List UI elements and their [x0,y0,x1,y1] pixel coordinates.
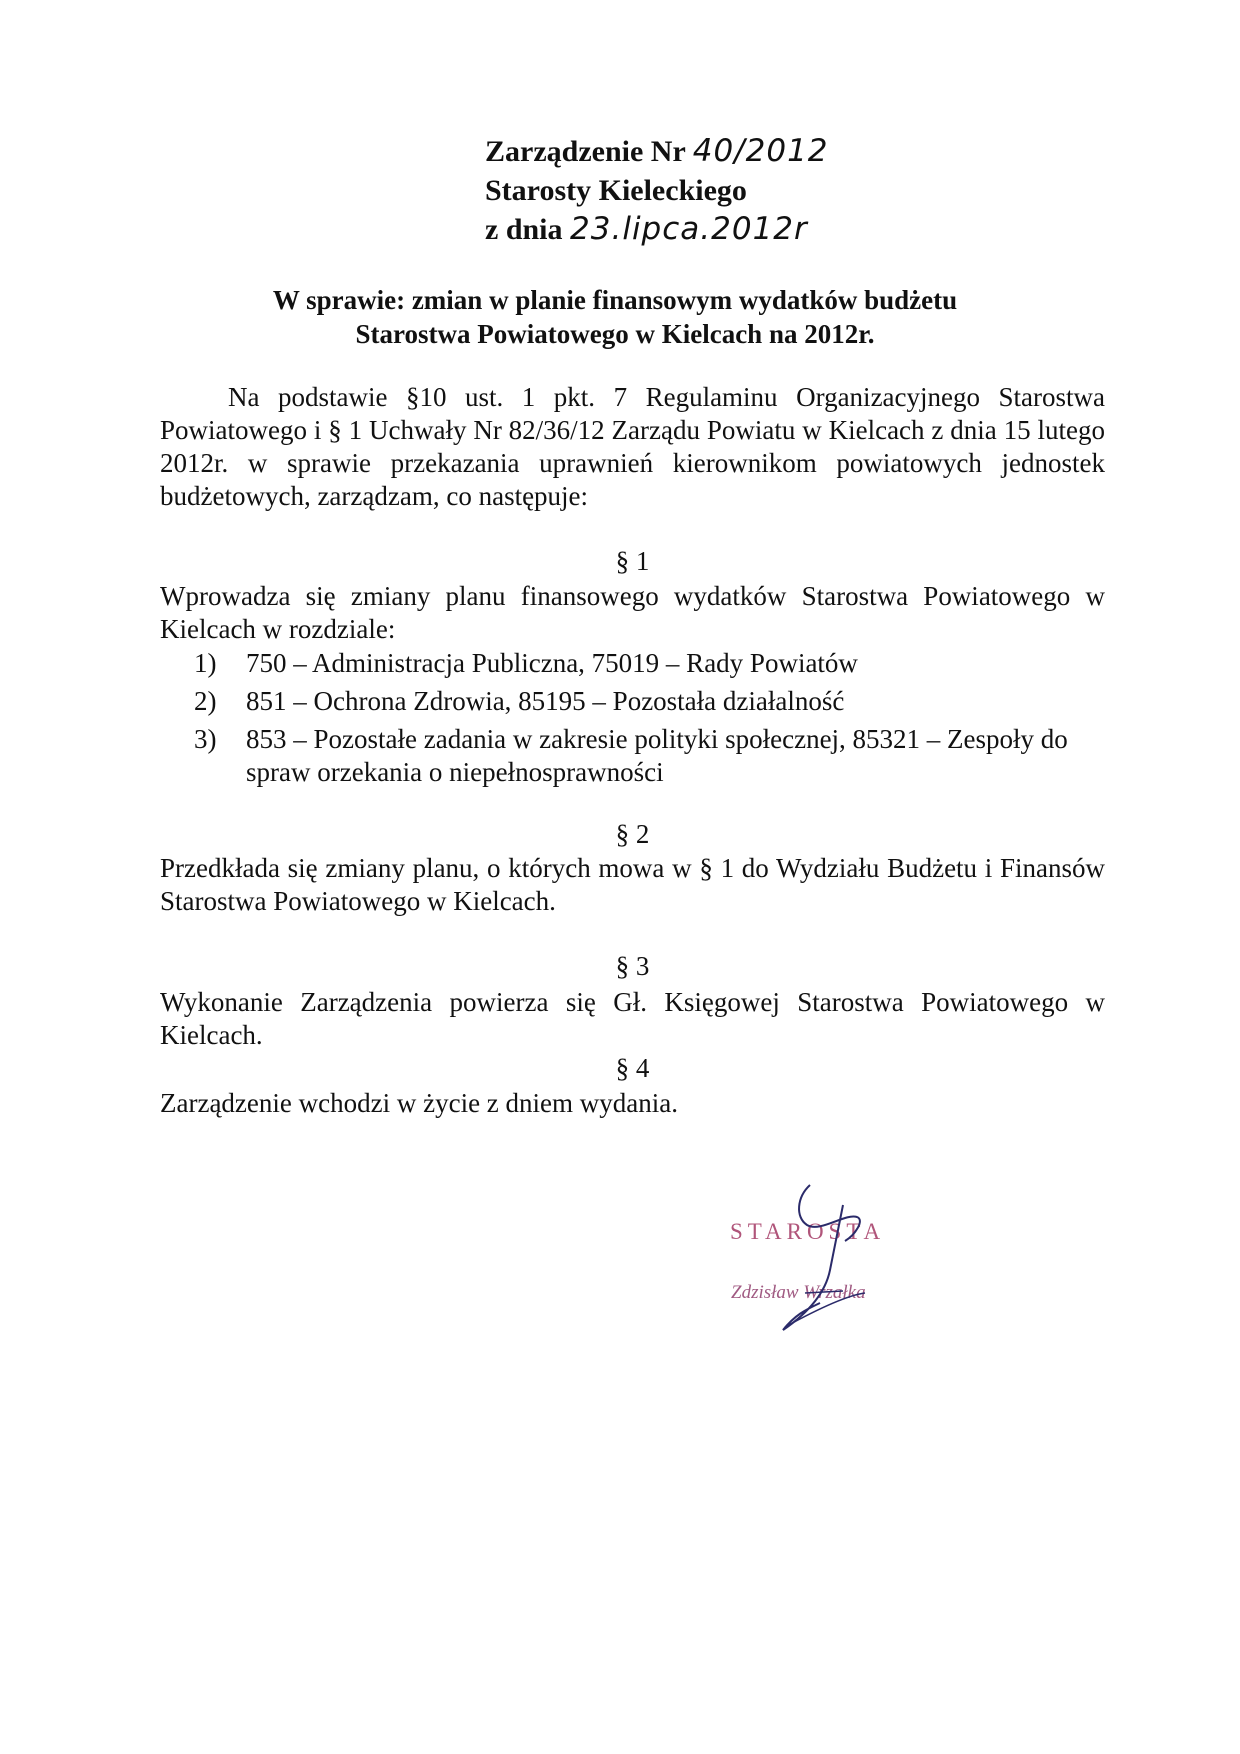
stamp-title: STAROSTA [730,1219,886,1244]
section-3-heading: § 3 [615,951,650,981]
date-prefix: z dnia [485,213,571,246]
subject-heading [160,283,1070,351]
section-1-heading: § 1 [615,546,650,576]
list-item-number: 2) [194,686,217,716]
list-item-text: 853 – Pozostałe zadania w zakresie polityki społecznej, 85321 – Zespoły do spraw orzekania o niepełnosprawności [246,724,1068,787]
handwritten-date: 23.lipca.2012r [570,211,808,247]
list-item [160,647,1105,680]
list-item [160,685,1105,718]
official-stamp [725,1175,905,1335]
section-1-text: Wprowadza się zmiany planu finansowego wydatków Starostwa Powiatowego w Kielcach w rozdziale: [160,581,1105,644]
section-4-heading: § 4 [615,1053,650,1083]
subject-line-1: W sprawie: zmian w planie finansowym wydatków budżetu [272,285,958,315]
section-2-text: Przedkłada się zmiany planu, o których mowa w § 1 do Wydziału Budżetu i Finansów Starostwa Powiatowego w Kielcach. [160,853,1105,916]
issuing-authority: Starosty Kieleckiego [485,174,747,207]
section-2-heading: § 2 [615,819,650,849]
section-3-text: Wykonanie Zarządzenia powierza się Gł. Księgowej Starostwa Powiatowego w Kielcach. [160,987,1105,1050]
subject-line-2: Starostwa Powiatowego w Kielcach na 2012r. [355,319,875,349]
legal-basis-paragraph: Na podstawie §10 ust. 1 pkt. 7 Regulaminu Organizacyjnego Starostwa Powiatowego i § 1 Uchwały Nr 82/36/12 Zarządu Powiatu w Kielcach z dnia 15 lutego 2012r. w sprawie przekazania uprawnień kierownikom powiatowych jednostek budżetowych, zarządzam, co następuje: [160,382,1105,511]
document-date [485,210,829,249]
document-title [485,132,829,171]
handwritten-number: 40/2012 [692,133,829,169]
list-item-number: 1) [194,648,217,678]
budget-chapter-list [160,647,1105,794]
signature-icon [725,1175,905,1335]
list-item-text: 750 – Administracja Publiczna, 75019 – Rady Powiatów [246,648,858,678]
list-item [160,723,1105,789]
title-prefix: Zarządzenie Nr [485,135,693,168]
stamp-name: Zdzisław Wrzałka [731,1282,866,1303]
section-4-text: Zarządzenie wchodzi w życie z dniem wydania. [160,1088,678,1118]
list-item-number: 3) [194,724,217,754]
document-header [485,132,829,249]
list-item-text: 851 – Ochrona Zdrowia, 85195 – Pozostała działalność [246,686,845,716]
